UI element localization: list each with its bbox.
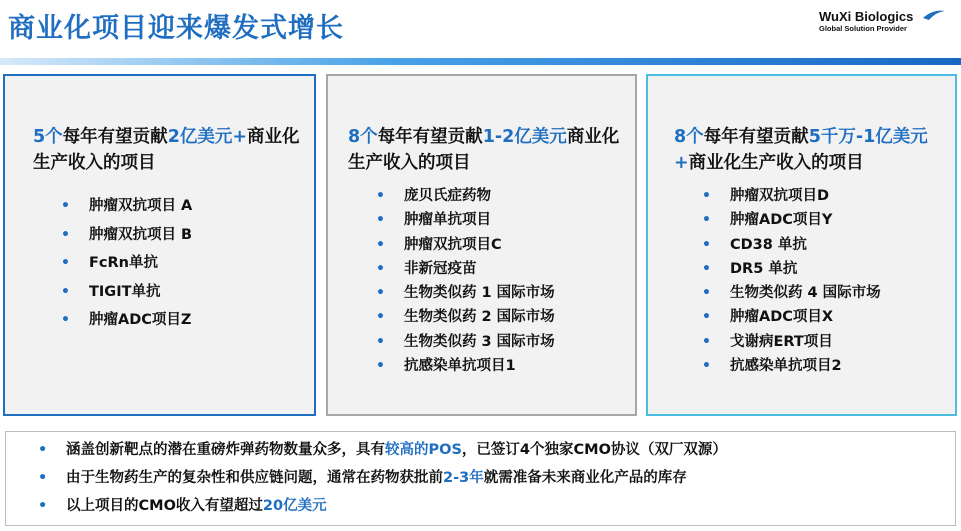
list-item: • 非新冠疫苗	[376, 257, 555, 281]
summary-highlight: 20亿美元	[262, 498, 327, 514]
logo-brand-text: WuXi Biologics	[819, 9, 914, 24]
heading-tail: 商业化生产收入的项目	[348, 127, 620, 173]
list-item: • TIGIT单抗	[61, 278, 192, 307]
heading-count: 8个	[348, 127, 378, 147]
summary-text: 就需准备未来商业化产品的库存	[483, 470, 687, 486]
summary-text: 涵盖创新靶点的潜在重磅炸弹药物数量众多，具有	[66, 442, 385, 458]
summary-text: ，已签订4个独家CMO协议（双厂双源）	[461, 442, 727, 458]
list-item: • 肿瘤双抗项目 A	[61, 192, 192, 221]
title-divider	[0, 58, 961, 65]
project-list	[702, 184, 881, 378]
summary-text: 以上项目的CMO收入有望超过	[66, 498, 263, 514]
list-item: • 抗感染单抗项目1	[376, 354, 555, 378]
list-item: • 肿瘤ADC项目X	[702, 305, 881, 329]
column-heading	[33, 124, 304, 176]
list-item: • CD38 单抗	[702, 233, 881, 257]
list-item: • 戈谢病ERT项目	[702, 330, 881, 354]
summary-list	[38, 436, 727, 520]
list-item: • DR5 单抗	[702, 257, 881, 281]
column-heading	[348, 124, 625, 176]
logo-tagline: Global Solution Provider	[819, 24, 907, 33]
list-item: • 生物类似药 4 国际市场	[702, 281, 881, 305]
summary-item	[38, 436, 727, 464]
list-item: • 抗感染单抗项目2	[702, 354, 881, 378]
heading-mid: 每年有望贡献	[703, 127, 809, 147]
list-item: • 肿瘤ADC项目Z	[61, 306, 192, 335]
summary-item	[38, 492, 727, 520]
column-heading	[674, 124, 945, 176]
summary-highlight: 2-3年	[443, 470, 484, 486]
heading-count: 8个	[674, 127, 704, 147]
heading-mid: 每年有望贡献	[377, 127, 483, 147]
project-column-2	[326, 74, 637, 416]
heading-tail: 商业化生产收入的项目	[33, 127, 300, 173]
list-item: • 肿瘤单抗项目	[376, 208, 555, 232]
list-item: • 生物类似药 2 国际市场	[376, 305, 555, 329]
page-title: 商业化项目迎来爆发式增长	[8, 13, 344, 44]
list-item: • 生物类似药 3 国际市场	[376, 330, 555, 354]
summary-item	[38, 464, 727, 492]
list-item: • FcRn单抗	[61, 249, 192, 278]
heading-amount: 5千万-1亿美元+	[674, 127, 928, 173]
project-list	[61, 192, 192, 335]
list-item: • 生物类似药 1 国际市场	[376, 281, 555, 305]
list-item: • 庞贝氏症药物	[376, 184, 555, 208]
list-item: • 肿瘤双抗项目C	[376, 233, 555, 257]
summary-highlight: 较高的POS	[385, 442, 462, 458]
heading-tail: 商业化生产收入的项目	[688, 153, 864, 173]
heading-count: 5个	[33, 127, 63, 147]
company-logo	[819, 10, 941, 40]
project-column-3	[646, 74, 957, 416]
heading-amount: 1-2亿美元	[482, 127, 567, 147]
list-item: • 肿瘤双抗项目D	[702, 184, 881, 208]
heading-amount: 2亿美元+	[167, 127, 248, 147]
heading-mid: 每年有望贡献	[62, 127, 168, 147]
logo-swoosh-icon	[921, 8, 947, 22]
project-column-1	[3, 74, 316, 416]
list-item: • 肿瘤双抗项目 B	[61, 221, 192, 250]
summary-box	[5, 431, 956, 526]
list-item: • 肿瘤ADC项目Y	[702, 208, 881, 232]
summary-text: 由于生物药生产的复杂性和供应链问题，通常在药物获批前	[66, 470, 443, 486]
project-list	[376, 184, 555, 378]
